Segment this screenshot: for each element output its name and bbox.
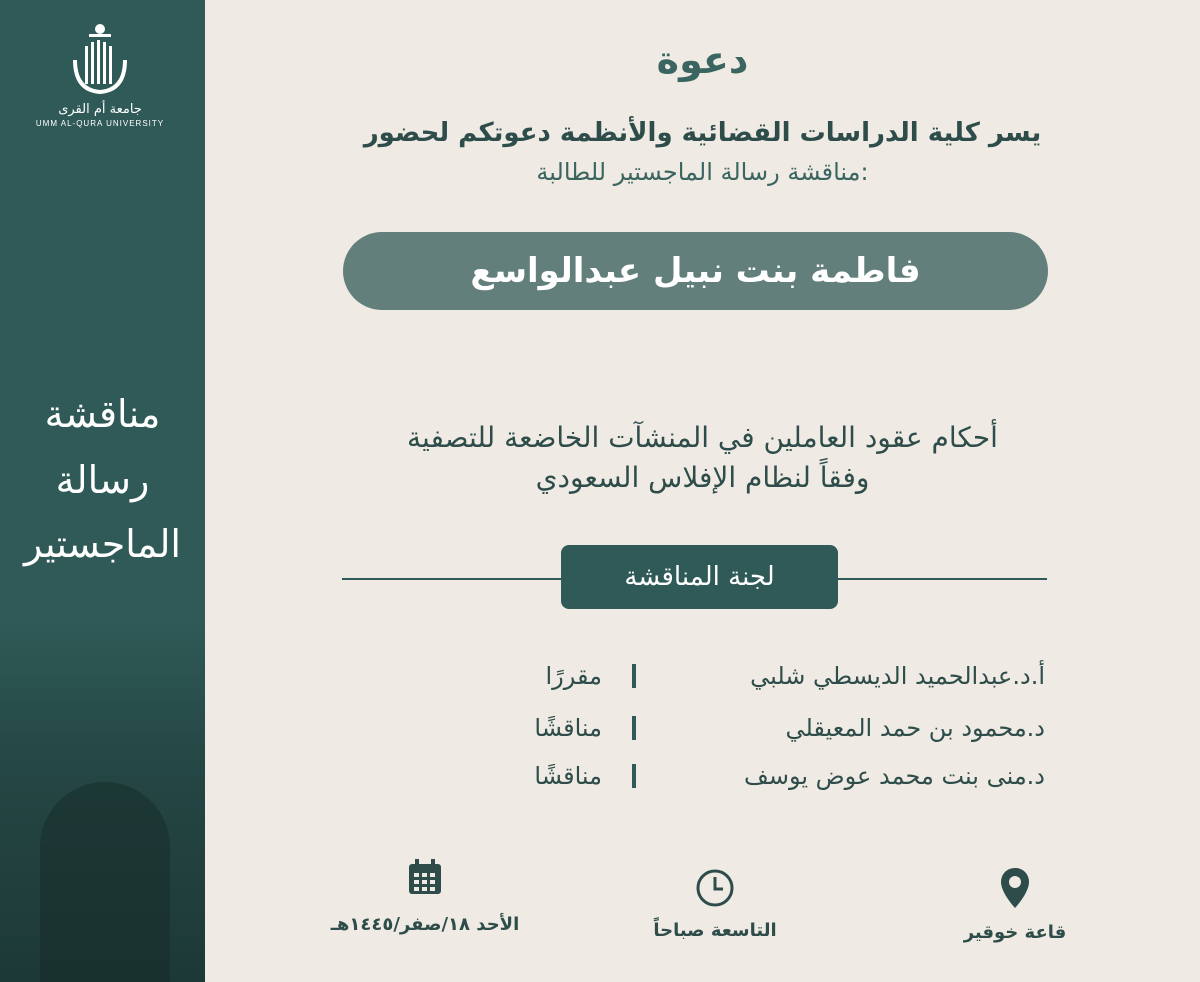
- committee-member-row: [345, 656, 1045, 696]
- sidebar: [0, 0, 205, 982]
- member-name: د.محمود بن حمد المعيقلي: [785, 714, 1045, 742]
- logo-arabic-text: جامعة أم القرى: [58, 102, 142, 117]
- committee-label-badge: [561, 545, 838, 609]
- student-name-banner: [343, 232, 1048, 310]
- sidebar-title-line-2: رسالة: [55, 458, 150, 502]
- university-logo: [30, 20, 170, 135]
- location-label: قاعة خوقير: [963, 922, 1067, 943]
- calendar-icon: [407, 858, 443, 896]
- building-arch: [40, 782, 170, 982]
- divider-right: [837, 578, 1047, 580]
- invitation-intro-line-1: يسر كلية الدراسات القضائية والأنظمة دعوتكم لحضور: [363, 118, 1042, 148]
- map-pin-icon: [999, 866, 1031, 910]
- member-name: أ.د.عبدالحميد الديسطي شلبي: [750, 662, 1045, 690]
- member-separator: [632, 664, 636, 688]
- thesis-title-line-2: وفقاً لنظام الإفلاس السعودي: [535, 461, 870, 494]
- member-role: مقررًا: [545, 662, 602, 690]
- thesis-title: [205, 418, 1200, 498]
- time-info: [605, 868, 825, 941]
- member-separator: [632, 716, 636, 740]
- sidebar-title-line-1: مناقشة: [44, 392, 161, 436]
- student-name: فاطمة بنت نبيل عبدالواسع: [470, 251, 921, 291]
- date-info: [315, 858, 535, 935]
- logo-english-text: UMM AL-QURA UNIVERSITY: [35, 119, 165, 128]
- invitation-intro-line-2: مناقشة رسالة الماجستير للطالبة:: [536, 158, 869, 186]
- clock-icon: [695, 868, 735, 908]
- invitation-card: [205, 0, 1200, 982]
- divider-left: [342, 578, 562, 580]
- member-separator: [632, 764, 636, 788]
- time-label: التاسعة صباحاً: [653, 920, 777, 941]
- university-emblem-icon: [65, 20, 135, 98]
- sidebar-title-line-3: الماجستير: [24, 522, 181, 566]
- member-role: مناقشًا: [534, 714, 602, 742]
- building-photo: [0, 622, 205, 982]
- member-role: مناقشًا: [534, 762, 602, 790]
- thesis-title-line-1: أحكام عقود العاملين في المنشآت الخاضعة للتصفية: [407, 421, 998, 454]
- invitation-heading: دعوة: [656, 38, 749, 82]
- committee-label: لجنة المناقشة: [624, 562, 775, 592]
- date-label: الأحد ١٨/صفر/١٤٤٥هـ: [330, 914, 520, 935]
- committee-member-row: [345, 708, 1045, 748]
- location-info: [905, 866, 1125, 943]
- member-name: د.منى بنت محمد عوض يوسف: [743, 762, 1045, 790]
- committee-member-row: [345, 756, 1045, 796]
